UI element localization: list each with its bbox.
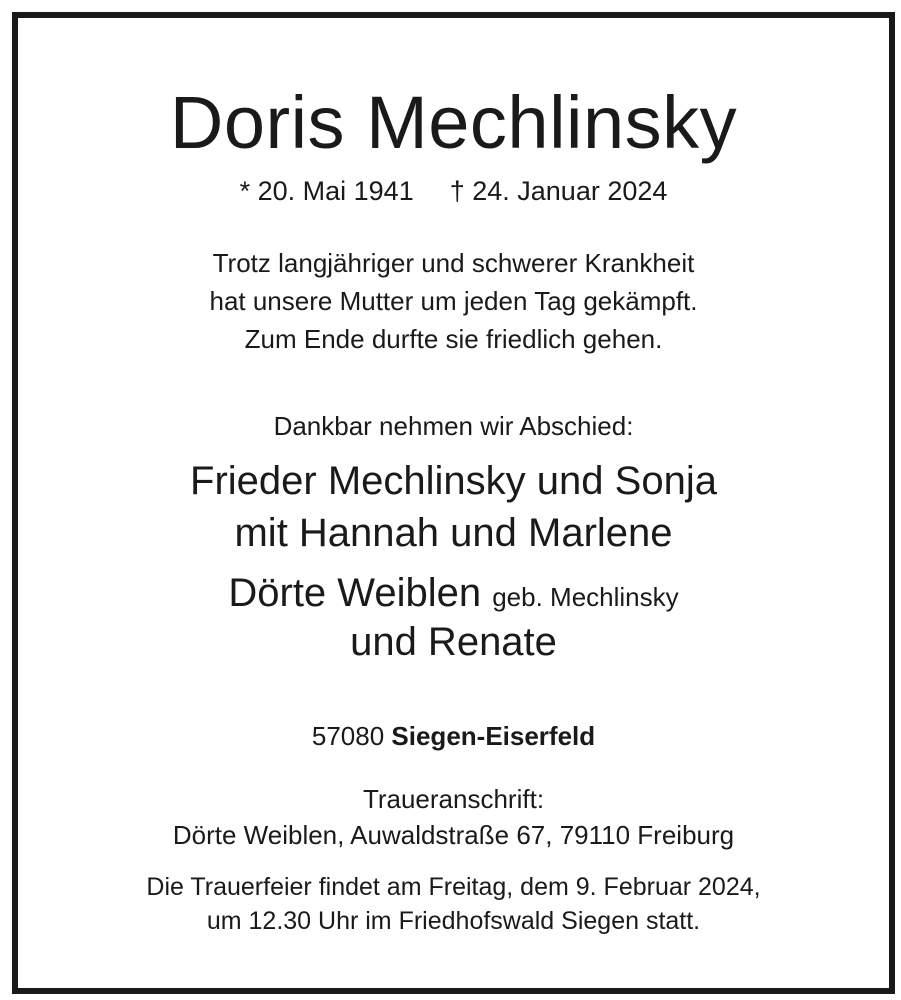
farewell-line: Dankbar nehmen wir Abschied: — [273, 411, 634, 441]
family-line-3 — [18, 573, 889, 613]
family-line-3-name: Dörte Weiblen — [228, 571, 482, 615]
obituary-frame — [12, 12, 895, 994]
death-date: † 24. Januar 2024 — [449, 176, 668, 206]
deceased-name: Doris Mechlinsky — [169, 81, 738, 164]
life-dates — [18, 178, 889, 205]
city: Siegen-Eiserfeld — [391, 721, 596, 751]
family-line-3-maiden-name: geb. Mechlinsky — [492, 582, 679, 612]
text-line-2: hat unsere Mutter um jeden Tag gekämpft. — [209, 286, 698, 316]
postcode: 57080 — [311, 721, 385, 751]
family-line-2: mit Hannah und Marlene — [234, 511, 673, 555]
family-line-1: Frieder Mechlinsky und Sonja — [190, 459, 717, 503]
funeral-line-2: um 12.30 Uhr im Friedhofswald Siegen statt. — [206, 907, 701, 935]
family-line-4: und Renate — [350, 620, 557, 664]
mourning-address: Dörte Weiblen, Auwaldstraße 67, 79110 Freiburg — [172, 820, 735, 850]
funeral-line-1: Die Trauerfeier findet am Freitag, dem 9. Februar 2024, — [146, 873, 761, 901]
text-line-1: Trotz langjähriger und schwerer Krankheit — [212, 248, 695, 278]
mourning-address-label: Traueranschrift: — [362, 784, 545, 814]
place-line — [18, 723, 889, 749]
text-line-3: Zum Ende durfte sie friedlich gehen. — [244, 324, 663, 354]
birth-date: * 20. Mai 1941 — [239, 176, 414, 206]
